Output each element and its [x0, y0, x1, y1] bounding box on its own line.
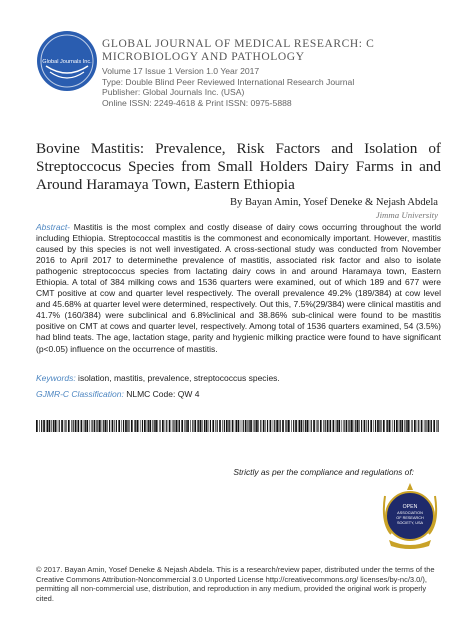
seal-line4: SOCIETY, USA: [396, 521, 424, 525]
global-journals-logo: [36, 30, 98, 92]
open-association-seal: [377, 482, 443, 552]
classification-text: NLMC Code: QW 4: [123, 389, 200, 399]
seal-line1: OPEN: [402, 504, 418, 510]
journal-name-line2: MICROBIOLOGY AND PATHOLOGY: [102, 51, 305, 63]
logo-text: Global Journals Inc.: [42, 59, 92, 65]
abstract-label: Abstract-: [36, 222, 71, 232]
author-affiliation: Jimma University: [375, 210, 438, 220]
barcode: [36, 420, 439, 435]
keywords: [36, 373, 280, 383]
journal-publisher: Publisher: Global Journals Inc. (USA): [102, 87, 245, 98]
journal-type: Type: Double Blind Peer Reviewed International Research Journal: [102, 76, 355, 87]
article-authors: By Bayan Amin, Yosef Deneke & Nejash Abdela: [229, 197, 438, 208]
journal-volume: Volume 17 Issue 1 Version 1.0 Year 2017: [102, 66, 260, 76]
seal-line3: OF RESEARCH: [396, 516, 424, 520]
seal-line2: ASSOCIATION: [397, 511, 423, 515]
classification-label: GJMR-C Classification:: [36, 389, 124, 399]
classification: [36, 389, 199, 399]
abstract-text: Mastitis is the most complex and costly disease of dairy cows occurring throughout the world including Ethiopia. Streptococcal mastitis is the commonest and economically important. However, mastitis caused by this species is not well investigated. A cross-sectional study was conducted from November 2016 to April 2017 to determinethe prevalence of mastitis, associated risk factor and also to isolate pathogenic streptococcus species from lactating dairy cows in and around Haramaya town, Eastern Ethiopia. A total of 384 milking cows and 1536 quarters were examined, out of which 189 and 677 were CMT positive at cow and quarter level respectively. The overall prevalence 49.2% (189/384) at cow level and 45.68% at quarter level were determined, respectively. Out this, 7.5%(29/384) were clinical mastitis and 41.7% (160/384) were subclinical and 6.8%clinical and 38.86% sub-clinical were found to be mastitis positive on CMT at cows and quarter level, respectively. Among total of 1536 quarters examined, 54 (3.5%) had blind teats. The age, lactation stage, parity and hygienic milking practice were found to have significant (p<0.05) influence on the occurrence of mastitis.: [36, 222, 441, 354]
keywords-label: Keywords:: [36, 373, 76, 383]
article-title: Bovine Mastitis: Prevalence, Risk Factors and Isolation of Streptoccocus Species from Small Holders Dairy Farms in and Around Haramaya Town, Eastern Ethiopia: [36, 140, 441, 193]
compliance-text: Strictly as per the compliance and regulations of:: [233, 467, 414, 477]
journal-header: [36, 30, 456, 120]
license-text: © 2017. Bayan Amin, Yosef Deneke & Nejash Abdela. This is a research/review paper, distributed under the terms of the Creative Commons Attribution-Noncommercial 3.0 Unported License http://creativecommons.org/ licenses/by-nc/3.0/), permitting all non-commercial use, distribution, and reproduction in any medium, provided the original work is properly cited.: [36, 565, 435, 603]
keywords-text: isolation, mastitis, prevalence, streptococcus species.: [75, 373, 280, 383]
journal-issn: Online ISSN: 2249-4618 & Print ISSN: 0975-5888: [102, 97, 292, 108]
journal-name-line1: GLOBAL JOURNAL OF MEDICAL RESEARCH: C: [102, 38, 375, 50]
abstract: [36, 222, 441, 355]
